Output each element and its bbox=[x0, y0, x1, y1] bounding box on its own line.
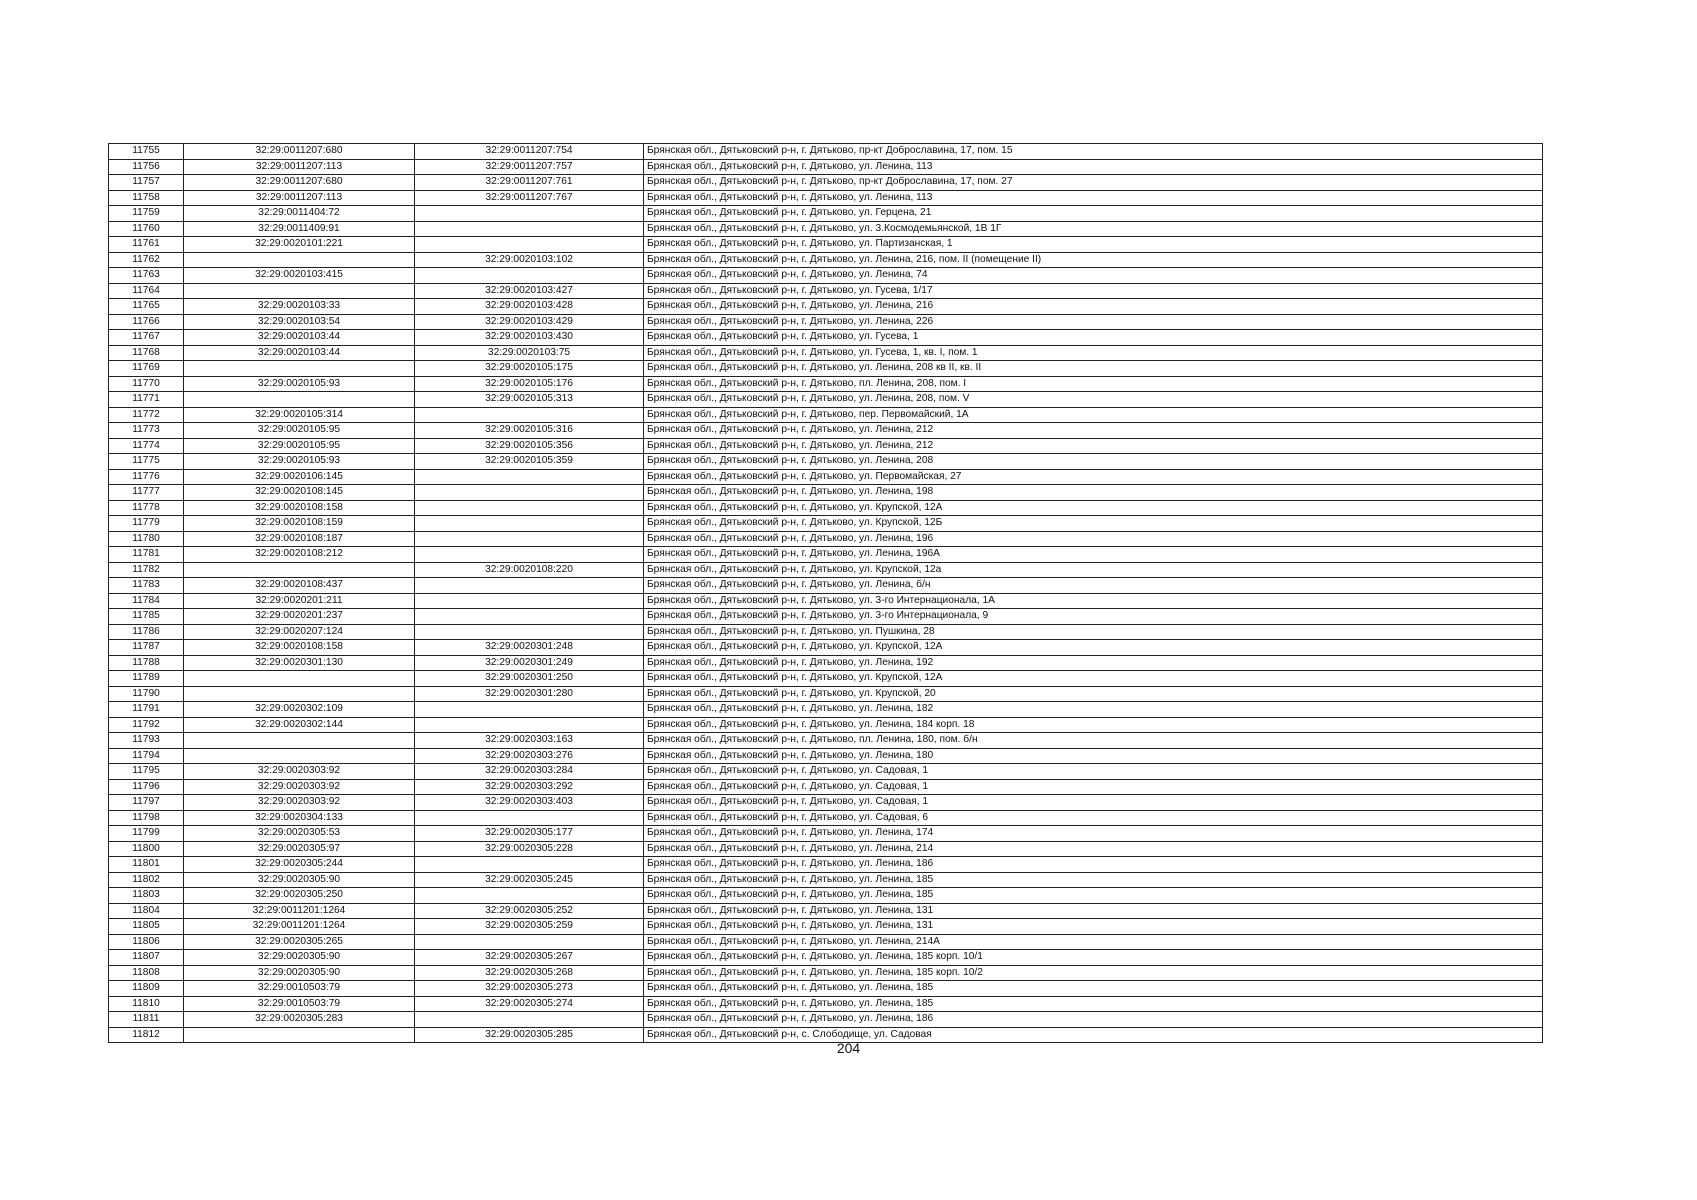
row-number-cell: 11770 bbox=[109, 376, 184, 392]
table-row bbox=[109, 795, 1543, 811]
table-row bbox=[109, 330, 1543, 346]
object-number-cell bbox=[415, 485, 644, 501]
land-plot-number-cell bbox=[184, 671, 415, 687]
land-plot-number-cell: 32:29:0020103:33 bbox=[184, 299, 415, 315]
land-plot-number-cell: 32:29:0010503:79 bbox=[184, 996, 415, 1012]
object-number-cell: 32:29:0011207:761 bbox=[415, 175, 644, 191]
row-number-cell: 11792 bbox=[109, 717, 184, 733]
land-plot-number-cell: 32:29:0011207:680 bbox=[184, 175, 415, 191]
land-plot-number-cell: 32:29:0020305:244 bbox=[184, 857, 415, 873]
land-plot-number-cell bbox=[184, 361, 415, 377]
object-number-cell bbox=[415, 624, 644, 640]
row-number-cell: 11795 bbox=[109, 764, 184, 780]
address-cell: Брянская обл., Дятьковский р-н, г. Дятьково, ул. 3-го Интернационала, 9 bbox=[644, 609, 1543, 625]
land-plot-number-cell: 32:29:0020303:92 bbox=[184, 779, 415, 795]
land-plot-number-cell: 32:29:0011201:1264 bbox=[184, 903, 415, 919]
row-number-cell: 11800 bbox=[109, 841, 184, 857]
row-number-cell: 11793 bbox=[109, 733, 184, 749]
object-number-cell bbox=[415, 578, 644, 594]
table-row bbox=[109, 361, 1543, 377]
address-cell: Брянская обл., Дятьковский р-н, г. Дятьково, ул. Ленина, 208, пом. V bbox=[644, 392, 1543, 408]
object-number-cell: 32:29:0020305:245 bbox=[415, 872, 644, 888]
object-number-cell: 32:29:0020105:313 bbox=[415, 392, 644, 408]
table-row bbox=[109, 376, 1543, 392]
land-plot-number-cell: 32:29:0020108:158 bbox=[184, 640, 415, 656]
address-cell: Брянская обл., Дятьковский р-н, г. Дятьково, ул. Ленина, 214 bbox=[644, 841, 1543, 857]
land-plot-number-cell: 32:29:0020101:221 bbox=[184, 237, 415, 253]
land-plot-number-cell: 32:29:0020305:90 bbox=[184, 872, 415, 888]
object-number-cell: 32:29:0020305:285 bbox=[415, 1027, 644, 1043]
row-number-cell: 11785 bbox=[109, 609, 184, 625]
table-row bbox=[109, 686, 1543, 702]
land-plot-number-cell: 32:29:0020303:92 bbox=[184, 764, 415, 780]
address-cell: Брянская обл., Дятьковский р-н, г. Дятьково, ул. Ленина, 185 bbox=[644, 981, 1543, 997]
row-number-cell: 11786 bbox=[109, 624, 184, 640]
table-row bbox=[109, 733, 1543, 749]
table-row bbox=[109, 1012, 1543, 1028]
object-number-cell bbox=[415, 469, 644, 485]
table-row bbox=[109, 237, 1543, 253]
object-number-cell: 32:29:0020303:403 bbox=[415, 795, 644, 811]
row-number-cell: 11801 bbox=[109, 857, 184, 873]
object-number-cell: 32:29:0020301:248 bbox=[415, 640, 644, 656]
table-row bbox=[109, 609, 1543, 625]
row-number-cell: 11773 bbox=[109, 423, 184, 439]
table-row bbox=[109, 826, 1543, 842]
object-number-cell bbox=[415, 702, 644, 718]
row-number-cell: 11780 bbox=[109, 531, 184, 547]
land-plot-number-cell: 32:29:0020302:109 bbox=[184, 702, 415, 718]
row-number-cell: 11774 bbox=[109, 438, 184, 454]
land-plot-number-cell: 32:29:0020103:54 bbox=[184, 314, 415, 330]
table-row bbox=[109, 190, 1543, 206]
row-number-cell: 11763 bbox=[109, 268, 184, 284]
address-cell: Брянская обл., Дятьковский р-н, г. Дятьково, ул. Ленина, 131 bbox=[644, 903, 1543, 919]
object-number-cell: 32:29:0020105:175 bbox=[415, 361, 644, 377]
land-plot-number-cell: 32:29:0020303:92 bbox=[184, 795, 415, 811]
land-plot-number-cell: 32:29:0020106:145 bbox=[184, 469, 415, 485]
table-row bbox=[109, 144, 1543, 160]
address-cell: Брянская обл., Дятьковский р-н, г. Дятьково, ул. Гусева, 1, кв. I, пом. 1 bbox=[644, 345, 1543, 361]
table-row bbox=[109, 919, 1543, 935]
row-number-cell: 11784 bbox=[109, 593, 184, 609]
address-cell: Брянская обл., Дятьковский р-н, г. Дятьково, ул. Ленина, 113 bbox=[644, 159, 1543, 175]
address-cell: Брянская обл., Дятьковский р-н, г. Дятьково, ул. Ленина, 185 корп. 10/2 bbox=[644, 965, 1543, 981]
land-plot-number-cell: 32:29:0020305:250 bbox=[184, 888, 415, 904]
row-number-cell: 11799 bbox=[109, 826, 184, 842]
land-plot-number-cell: 32:29:0020105:93 bbox=[184, 376, 415, 392]
table-row bbox=[109, 950, 1543, 966]
table-row bbox=[109, 857, 1543, 873]
row-number-cell: 11781 bbox=[109, 547, 184, 563]
address-cell: Брянская обл., Дятьковский р-н, г. Дятьково, ул. Ленина, 131 bbox=[644, 919, 1543, 935]
address-cell: Брянская обл., Дятьковский р-н, г. Дятьково, ул. Ленина, 212 bbox=[644, 423, 1543, 439]
object-number-cell: 32:29:0020301:249 bbox=[415, 655, 644, 671]
table-row bbox=[109, 810, 1543, 826]
object-number-cell: 32:29:0020305:267 bbox=[415, 950, 644, 966]
address-cell: Брянская обл., Дятьковский р-н, г. Дятьково, ул. Ленина, 182 bbox=[644, 702, 1543, 718]
row-number-cell: 11797 bbox=[109, 795, 184, 811]
table-row bbox=[109, 841, 1543, 857]
table-row bbox=[109, 593, 1543, 609]
table-row bbox=[109, 299, 1543, 315]
address-cell: Брянская обл., Дятьковский р-н, г. Дятьково, пл. Ленина, 208, пом. I bbox=[644, 376, 1543, 392]
land-plot-number-cell: 32:29:0020103:44 bbox=[184, 330, 415, 346]
land-plot-number-cell: 32:29:0020103:415 bbox=[184, 268, 415, 284]
table-row bbox=[109, 872, 1543, 888]
table-row bbox=[109, 965, 1543, 981]
object-number-cell: 32:29:0020305:177 bbox=[415, 826, 644, 842]
land-plot-number-cell: 32:29:0020108:212 bbox=[184, 547, 415, 563]
object-number-cell: 32:29:0020305:273 bbox=[415, 981, 644, 997]
row-number-cell: 11757 bbox=[109, 175, 184, 191]
object-number-cell: 32:29:0020303:276 bbox=[415, 748, 644, 764]
address-cell: Брянская обл., Дятьковский р-н, г. Дятьково, ул. Ленина, 216 bbox=[644, 299, 1543, 315]
row-number-cell: 11791 bbox=[109, 702, 184, 718]
land-plot-number-cell: 32:29:0020301:130 bbox=[184, 655, 415, 671]
row-number-cell: 11803 bbox=[109, 888, 184, 904]
address-cell: Брянская обл., Дятьковский р-н, г. Дятьково, ул. Ленина, 185 bbox=[644, 872, 1543, 888]
address-cell: Брянская обл., Дятьковский р-н, г. Дятьково, ул. Ленина, 113 bbox=[644, 190, 1543, 206]
land-plot-number-cell: 32:29:0011409:91 bbox=[184, 221, 415, 237]
address-cell: Брянская обл., Дятьковский р-н, г. Дятьково, пл. Ленина, 180, пом. б/н bbox=[644, 733, 1543, 749]
address-cell: Брянская обл., Дятьковский р-н, г. Дятьково, ул. Крупской, 12А bbox=[644, 640, 1543, 656]
row-number-cell: 11806 bbox=[109, 934, 184, 950]
row-number-cell: 11807 bbox=[109, 950, 184, 966]
land-plot-number-cell bbox=[184, 283, 415, 299]
land-plot-number-cell bbox=[184, 748, 415, 764]
address-cell: Брянская обл., Дятьковский р-н, с. Слободище, ул. Садовая bbox=[644, 1027, 1543, 1043]
object-number-cell: 32:29:0020105:359 bbox=[415, 454, 644, 470]
land-plot-number-cell: 32:29:0011404:72 bbox=[184, 206, 415, 222]
object-number-cell: 32:29:0020305:252 bbox=[415, 903, 644, 919]
row-number-cell: 11755 bbox=[109, 144, 184, 160]
table-row bbox=[109, 981, 1543, 997]
land-plot-number-cell: 32:29:0020201:211 bbox=[184, 593, 415, 609]
object-number-cell bbox=[415, 206, 644, 222]
object-number-cell: 32:29:0020103:75 bbox=[415, 345, 644, 361]
land-plot-number-cell: 32:29:0010503:79 bbox=[184, 981, 415, 997]
address-cell: Брянская обл., Дятьковский р-н, г. Дятьково, ул. Ленина, 216, пом. II (помещение II) bbox=[644, 252, 1543, 268]
object-number-cell: 32:29:0020301:250 bbox=[415, 671, 644, 687]
land-plot-number-cell: 32:29:0020302:144 bbox=[184, 717, 415, 733]
land-plot-number-cell: 32:29:0011207:680 bbox=[184, 144, 415, 160]
address-cell: Брянская обл., Дятьковский р-н, г. Дятьково, ул. Садовая, 6 bbox=[644, 810, 1543, 826]
row-number-cell: 11779 bbox=[109, 516, 184, 532]
row-number-cell: 11802 bbox=[109, 872, 184, 888]
land-plot-number-cell: 32:29:0020108:159 bbox=[184, 516, 415, 532]
object-number-cell bbox=[415, 221, 644, 237]
land-plot-number-cell: 32:29:0020305:90 bbox=[184, 965, 415, 981]
row-number-cell: 11771 bbox=[109, 392, 184, 408]
land-plot-number-cell: 32:29:0011207:113 bbox=[184, 159, 415, 175]
object-number-cell: 32:29:0020103:428 bbox=[415, 299, 644, 315]
land-plot-number-cell bbox=[184, 733, 415, 749]
address-cell: Брянская обл., Дятьковский р-н, г. Дятьково, ул. Крупской, 20 bbox=[644, 686, 1543, 702]
row-number-cell: 11794 bbox=[109, 748, 184, 764]
address-cell: Брянская обл., Дятьковский р-н, г. Дятьково, ул. Ленина, 186 bbox=[644, 1012, 1543, 1028]
table-row bbox=[109, 500, 1543, 516]
address-cell: Брянская обл., Дятьковский р-н, г. Дятьково, ул. Гусева, 1/17 bbox=[644, 283, 1543, 299]
table-row bbox=[109, 407, 1543, 423]
land-plot-number-cell: 32:29:0020108:145 bbox=[184, 485, 415, 501]
object-number-cell bbox=[415, 593, 644, 609]
row-number-cell: 11811 bbox=[109, 1012, 184, 1028]
land-plot-number-cell: 32:29:0020105:95 bbox=[184, 438, 415, 454]
row-number-cell: 11788 bbox=[109, 655, 184, 671]
register-table bbox=[108, 143, 1543, 1043]
table-row bbox=[109, 485, 1543, 501]
object-number-cell bbox=[415, 1012, 644, 1028]
row-number-cell: 11790 bbox=[109, 686, 184, 702]
row-number-cell: 11762 bbox=[109, 252, 184, 268]
address-cell: Брянская обл., Дятьковский р-н, г. Дятьково, ул. Ленина, 185 bbox=[644, 996, 1543, 1012]
table-row bbox=[109, 206, 1543, 222]
row-number-cell: 11787 bbox=[109, 640, 184, 656]
table-row bbox=[109, 655, 1543, 671]
table-row bbox=[109, 547, 1543, 563]
object-number-cell bbox=[415, 516, 644, 532]
row-number-cell: 11760 bbox=[109, 221, 184, 237]
object-number-cell: 32:29:0011207:754 bbox=[415, 144, 644, 160]
object-number-cell bbox=[415, 407, 644, 423]
object-number-cell: 32:29:0020103:102 bbox=[415, 252, 644, 268]
table-row bbox=[109, 779, 1543, 795]
table-row bbox=[109, 764, 1543, 780]
address-cell: Брянская обл., Дятьковский р-н, г. Дятьково, ул. Ленина, 196А bbox=[644, 547, 1543, 563]
address-cell: Брянская обл., Дятьковский р-н, г. Дятьково, ул. Пушкина, 28 bbox=[644, 624, 1543, 640]
land-plot-number-cell: 32:29:0020105:93 bbox=[184, 454, 415, 470]
table-row bbox=[109, 283, 1543, 299]
address-cell: Брянская обл., Дятьковский р-н, г. Дятьково, ул. Партизанская, 1 bbox=[644, 237, 1543, 253]
row-number-cell: 11783 bbox=[109, 578, 184, 594]
address-cell: Брянская обл., Дятьковский р-н, г. Дятьково, ул. Ленина, 198 bbox=[644, 485, 1543, 501]
land-plot-number-cell bbox=[184, 562, 415, 578]
address-cell: Брянская обл., Дятьковский р-н, г. Дятьково, ул. Ленина, 192 bbox=[644, 655, 1543, 671]
table-row bbox=[109, 438, 1543, 454]
row-number-cell: 11756 bbox=[109, 159, 184, 175]
table-row bbox=[109, 268, 1543, 284]
object-number-cell bbox=[415, 268, 644, 284]
address-cell: Брянская обл., Дятьковский р-н, г. Дятьково, ул. Гусева, 1 bbox=[644, 330, 1543, 346]
address-cell: Брянская обл., Дятьковский р-н, г. Дятьково, ул. Ленина, 74 bbox=[644, 268, 1543, 284]
address-cell: Брянская обл., Дятьковский р-н, г. Дятьково, ул. Ленина, 180 bbox=[644, 748, 1543, 764]
table-row bbox=[109, 423, 1543, 439]
land-plot-number-cell: 32:29:0020305:53 bbox=[184, 826, 415, 842]
land-plot-number-cell bbox=[184, 686, 415, 702]
row-number-cell: 11775 bbox=[109, 454, 184, 470]
row-number-cell: 11810 bbox=[109, 996, 184, 1012]
land-plot-number-cell: 32:29:0020304:133 bbox=[184, 810, 415, 826]
row-number-cell: 11804 bbox=[109, 903, 184, 919]
table-row bbox=[109, 888, 1543, 904]
table-row bbox=[109, 531, 1543, 547]
land-plot-number-cell: 32:29:0020201:237 bbox=[184, 609, 415, 625]
object-number-cell: 32:29:0020103:427 bbox=[415, 283, 644, 299]
address-cell: Брянская обл., Дятьковский р-н, г. Дятьково, ул. Крупской, 12Б bbox=[644, 516, 1543, 532]
object-number-cell bbox=[415, 609, 644, 625]
table-row bbox=[109, 469, 1543, 485]
address-cell: Брянская обл., Дятьковский р-н, г. Дятьково, ул. Ленина, 214А bbox=[644, 934, 1543, 950]
object-number-cell: 32:29:0020305:268 bbox=[415, 965, 644, 981]
row-number-cell: 11761 bbox=[109, 237, 184, 253]
object-number-cell bbox=[415, 934, 644, 950]
row-number-cell: 11789 bbox=[109, 671, 184, 687]
table-row bbox=[109, 454, 1543, 470]
row-number-cell: 11782 bbox=[109, 562, 184, 578]
address-cell: Брянская обл., Дятьковский р-н, г. Дятьково, ул. Садовая, 1 bbox=[644, 795, 1543, 811]
object-number-cell: 32:29:0020303:292 bbox=[415, 779, 644, 795]
table-row bbox=[109, 996, 1543, 1012]
row-number-cell: 11798 bbox=[109, 810, 184, 826]
row-number-cell: 11765 bbox=[109, 299, 184, 315]
table-row bbox=[109, 159, 1543, 175]
row-number-cell: 11776 bbox=[109, 469, 184, 485]
object-number-cell bbox=[415, 531, 644, 547]
table-row bbox=[109, 314, 1543, 330]
object-number-cell: 32:29:0020103:429 bbox=[415, 314, 644, 330]
row-number-cell: 11812 bbox=[109, 1027, 184, 1043]
address-cell: Брянская обл., Дятьковский р-н, г. Дятьково, ул. Садовая, 1 bbox=[644, 779, 1543, 795]
address-cell: Брянская обл., Дятьковский р-н, г. Дятьково, ул. Крупской, 12А bbox=[644, 500, 1543, 516]
address-cell: Брянская обл., Дятьковский р-н, г. Дятьково, ул. Герцена, 21 bbox=[644, 206, 1543, 222]
row-number-cell: 11809 bbox=[109, 981, 184, 997]
row-number-cell: 11778 bbox=[109, 500, 184, 516]
table-row bbox=[109, 345, 1543, 361]
object-number-cell bbox=[415, 810, 644, 826]
object-number-cell: 32:29:0020105:316 bbox=[415, 423, 644, 439]
address-cell: Брянская обл., Дятьковский р-н, г. Дятьково, ул. Ленина, 184 корп. 18 bbox=[644, 717, 1543, 733]
table-row bbox=[109, 934, 1543, 950]
address-cell: Брянская обл., Дятьковский р-н, г. Дятьково, ул. Ленина, 208 bbox=[644, 454, 1543, 470]
address-cell: Брянская обл., Дятьковский р-н, г. Дятьково, ул. Ленина, 185 корп. 10/1 bbox=[644, 950, 1543, 966]
object-number-cell: 32:29:0020108:220 bbox=[415, 562, 644, 578]
object-number-cell: 32:29:0020305:259 bbox=[415, 919, 644, 935]
address-cell: Брянская обл., Дятьковский р-н, г. Дятьково, ул. Ленина, 196 bbox=[644, 531, 1543, 547]
object-number-cell bbox=[415, 717, 644, 733]
land-plot-number-cell: 32:29:0020105:95 bbox=[184, 423, 415, 439]
row-number-cell: 11768 bbox=[109, 345, 184, 361]
land-plot-number-cell: 32:29:0020207:124 bbox=[184, 624, 415, 640]
object-number-cell bbox=[415, 857, 644, 873]
land-plot-number-cell: 32:29:0020305:90 bbox=[184, 950, 415, 966]
land-plot-number-cell: 32:29:0020103:44 bbox=[184, 345, 415, 361]
object-number-cell: 32:29:0011207:767 bbox=[415, 190, 644, 206]
land-plot-number-cell bbox=[184, 252, 415, 268]
address-cell: Брянская обл., Дятьковский р-н, г. Дятьково, ул. Ленина, 186 bbox=[644, 857, 1543, 873]
object-number-cell: 32:29:0020303:284 bbox=[415, 764, 644, 780]
land-plot-number-cell bbox=[184, 392, 415, 408]
row-number-cell: 11777 bbox=[109, 485, 184, 501]
object-number-cell bbox=[415, 500, 644, 516]
address-cell: Брянская обл., Дятьковский р-н, г. Дятьково, ул. Первомайская, 27 bbox=[644, 469, 1543, 485]
object-number-cell: 32:29:0020103:430 bbox=[415, 330, 644, 346]
table-row bbox=[109, 221, 1543, 237]
address-cell: Брянская обл., Дятьковский р-н, г. Дятьково, ул. Ленина, б/н bbox=[644, 578, 1543, 594]
address-cell: Брянская обл., Дятьковский р-н, г. Дятьково, ул. Ленина, 174 bbox=[644, 826, 1543, 842]
table-row bbox=[109, 516, 1543, 532]
row-number-cell: 11805 bbox=[109, 919, 184, 935]
table-row bbox=[109, 717, 1543, 733]
table-row bbox=[109, 562, 1543, 578]
table-row bbox=[109, 640, 1543, 656]
address-cell: Брянская обл., Дятьковский р-н, г. Дятьково, пр-кт Доброславина, 17, пом. 27 bbox=[644, 175, 1543, 191]
table-row bbox=[109, 175, 1543, 191]
table-row bbox=[109, 903, 1543, 919]
address-cell: Брянская обл., Дятьковский р-н, г. Дятьково, ул. Ленина, 212 bbox=[644, 438, 1543, 454]
address-cell: Брянская обл., Дятьковский р-н, г. Дятьково, ул. Ленина, 185 bbox=[644, 888, 1543, 904]
row-number-cell: 11772 bbox=[109, 407, 184, 423]
row-number-cell: 11769 bbox=[109, 361, 184, 377]
address-cell: Брянская обл., Дятьковский р-н, г. Дятьково, ул. 3-го Интернационала, 1А bbox=[644, 593, 1543, 609]
address-cell: Брянская обл., Дятьковский р-н, г. Дятьково, ул. Крупской, 12А bbox=[644, 671, 1543, 687]
table-row bbox=[109, 252, 1543, 268]
land-plot-number-cell: 32:29:0020305:97 bbox=[184, 841, 415, 857]
table-row bbox=[109, 702, 1543, 718]
object-number-cell: 32:29:0020305:228 bbox=[415, 841, 644, 857]
land-plot-number-cell: 32:29:0011207:113 bbox=[184, 190, 415, 206]
register-body bbox=[109, 144, 1543, 1043]
row-number-cell: 11766 bbox=[109, 314, 184, 330]
land-plot-number-cell: 32:29:0011201:1264 bbox=[184, 919, 415, 935]
row-number-cell: 11764 bbox=[109, 283, 184, 299]
table-row bbox=[109, 748, 1543, 764]
object-number-cell: 32:29:0020301:280 bbox=[415, 686, 644, 702]
table-row bbox=[109, 671, 1543, 687]
row-number-cell: 11767 bbox=[109, 330, 184, 346]
address-cell: Брянская обл., Дятьковский р-н, г. Дятьково, ул. 3.Космодемьянской, 1В 1Г bbox=[644, 221, 1543, 237]
address-cell: Брянская обл., Дятьковский р-н, г. Дятьково, ул. Садовая, 1 bbox=[644, 764, 1543, 780]
row-number-cell: 11758 bbox=[109, 190, 184, 206]
object-number-cell: 32:29:0020303:163 bbox=[415, 733, 644, 749]
object-number-cell: 32:29:0011207:757 bbox=[415, 159, 644, 175]
object-number-cell: 32:29:0020105:176 bbox=[415, 376, 644, 392]
row-number-cell: 11759 bbox=[109, 206, 184, 222]
address-cell: Брянская обл., Дятьковский р-н, г. Дятьково, ул. Ленина, 208 кв II, кв. II bbox=[644, 361, 1543, 377]
address-cell: Брянская обл., Дятьковский р-н, г. Дятьково, ул. Ленина, 226 bbox=[644, 314, 1543, 330]
object-number-cell bbox=[415, 547, 644, 563]
row-number-cell: 11796 bbox=[109, 779, 184, 795]
table-row bbox=[109, 578, 1543, 594]
land-plot-number-cell: 32:29:0020108:158 bbox=[184, 500, 415, 516]
object-number-cell: 32:29:0020305:274 bbox=[415, 996, 644, 1012]
table-row bbox=[109, 624, 1543, 640]
object-number-cell bbox=[415, 888, 644, 904]
land-plot-number-cell: 32:29:0020105:314 bbox=[184, 407, 415, 423]
table-row bbox=[109, 392, 1543, 408]
land-plot-number-cell: 32:29:0020108:437 bbox=[184, 578, 415, 594]
object-number-cell bbox=[415, 237, 644, 253]
address-cell: Брянская обл., Дятьковский р-н, г. Дятьково, ул. Крупской, 12а bbox=[644, 562, 1543, 578]
page-number: 204 bbox=[836, 1040, 861, 1056]
land-plot-number-cell: 32:29:0020108:187 bbox=[184, 531, 415, 547]
land-plot-number-cell: 32:29:0020305:283 bbox=[184, 1012, 415, 1028]
address-cell: Брянская обл., Дятьковский р-н, г. Дятьково, пр-кт Доброславина, 17, пом. 15 bbox=[644, 144, 1543, 160]
object-number-cell: 32:29:0020105:356 bbox=[415, 438, 644, 454]
address-cell: Брянская обл., Дятьковский р-н, г. Дятьково, пер. Первомайский, 1А bbox=[644, 407, 1543, 423]
land-plot-number-cell: 32:29:0020305:265 bbox=[184, 934, 415, 950]
row-number-cell: 11808 bbox=[109, 965, 184, 981]
